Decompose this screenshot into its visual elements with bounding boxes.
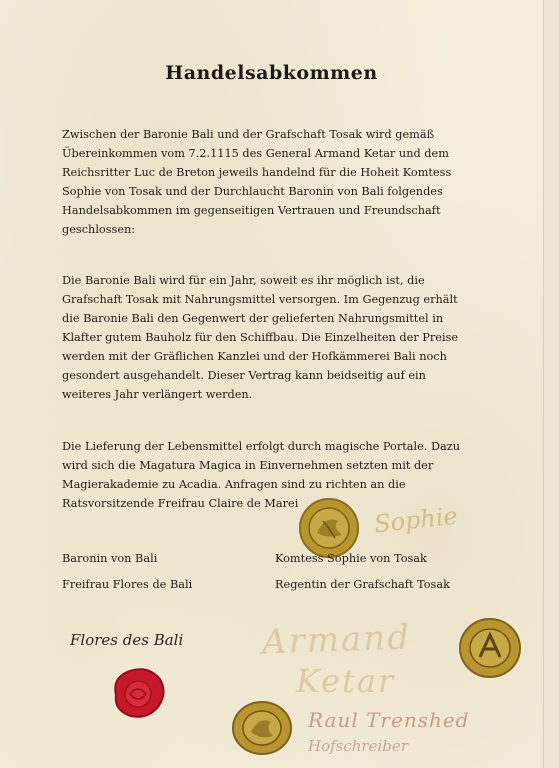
- paragraph-intro: Zwischen der Baronie Bali und der Grafschaft Tosak wird gemäß Übereinkommen vom 7.2.1115 des General Armand Ketar und dem Reichsritter Luc de Breton jeweils handelnd für die Hoheit Komtess Sophie von Tosak und der Durchlaucht Baronin von Bali folgendes Handelsabkommen im gegenseitigen Vertrauen und Freundschaft geschlossen:: [62, 128, 452, 236]
- signature-sophie: Sophie: [372, 501, 459, 539]
- gold-seal-center: [298, 497, 360, 559]
- gold-seal-right: [458, 617, 522, 679]
- document-title: Handelsabkommen: [165, 62, 378, 84]
- signatory-right-1: Komtess Sophie von Tosak: [275, 552, 427, 565]
- paragraph-delivery: Die Lieferung der Lebensmittel erfolgt durch magische Portale. Dazu wird sich die Magatura Magica in Einvernehmen setzten mit der Magierakademie zu Acadia. Anfragen sind zu richten an die Ratsvorsitzende Freifrau Claire de Marei: [62, 440, 460, 510]
- signature-ketar: Ketar: [296, 662, 396, 700]
- signatory-left-2: Freifrau Flores de Bali: [62, 578, 193, 591]
- signature-raul: Raul Trenshed: [308, 708, 470, 732]
- signature-flores: Flores des Bali: [70, 631, 184, 649]
- signature-hofschreiber: Hofschreiber: [308, 737, 408, 755]
- red-seal: [108, 665, 168, 723]
- signatory-right-2: Regentin der Grafschaft Tosak: [275, 578, 450, 591]
- gold-seal-bottom: [231, 700, 293, 756]
- page-edge: [543, 0, 559, 768]
- signature-armand: Armand: [261, 617, 412, 663]
- signatory-left-1: Baronin von Bali: [62, 552, 158, 565]
- paragraph-terms: Die Baronie Bali wird für ein Jahr, soweit es ihr möglich ist, die Grafschaft Tosak mit Nahrungsmittel versorgen. Im Gegenzug erhält die Baronie Bali den Gegenwert der gelieferten Nahrungsmittel in Klafter gutem Bauholz für den Schiffbau. Die Einzelheiten der Preise werden mit der Gräflichen Kanzlei und der Hofkämmerei Bali noch gesondert ausgehandelt. Dieser Vertrag kann beidseitig auf ein weiteres Jahr verlängert werden.: [62, 274, 459, 401]
